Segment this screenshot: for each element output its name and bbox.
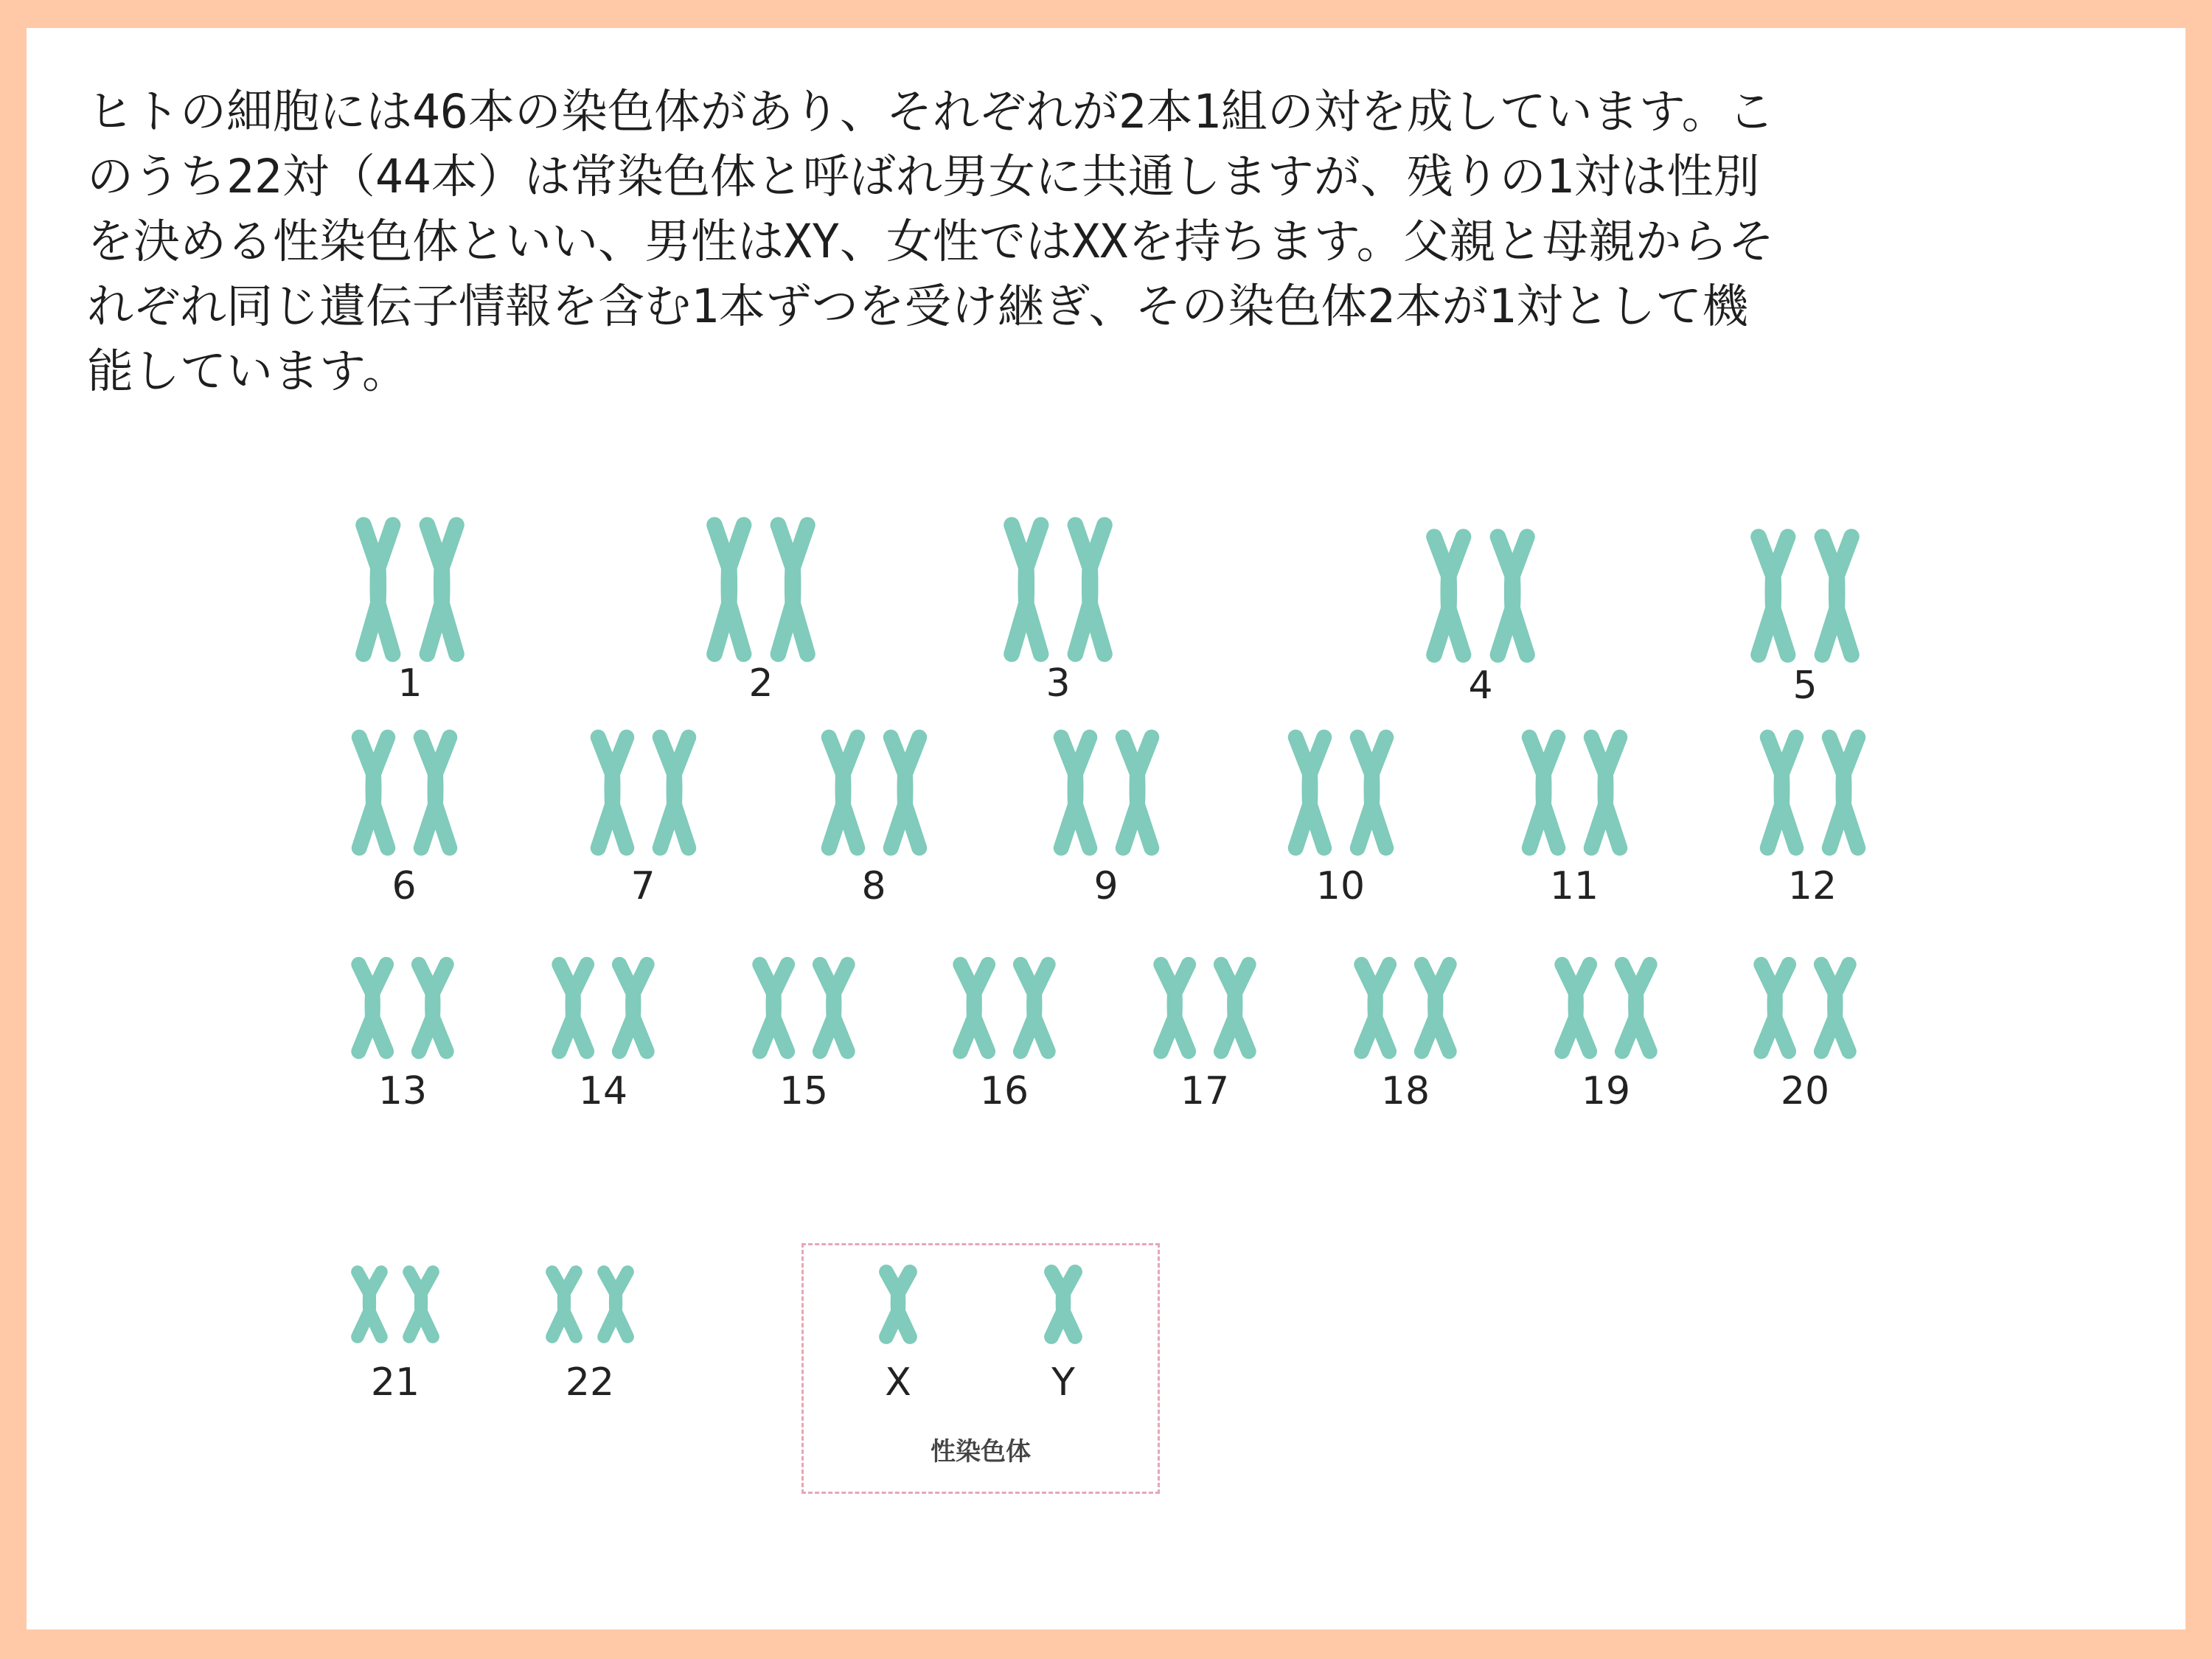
chromatid bbox=[1434, 537, 1464, 655]
chromosome-pair-8 bbox=[810, 737, 939, 916]
chromosome-icon bbox=[1042, 737, 1171, 848]
chromatid bbox=[1822, 537, 1851, 655]
chromosome-pair-1 bbox=[344, 525, 476, 713]
chromosome-pair-2 bbox=[695, 525, 827, 713]
chromatid bbox=[359, 964, 386, 1051]
chromatid bbox=[1061, 737, 1090, 848]
chromosome-icon bbox=[341, 1272, 449, 1337]
chromatid bbox=[560, 964, 587, 1051]
chromatid bbox=[1829, 737, 1858, 848]
chromosome-pair-11 bbox=[1510, 737, 1639, 916]
chromosome-pair-20 bbox=[1742, 964, 1868, 1121]
chromosome-pair-13 bbox=[340, 964, 465, 1121]
chromatid bbox=[1767, 737, 1796, 848]
chromatid bbox=[598, 737, 627, 848]
chromatid bbox=[1422, 964, 1449, 1051]
chromatid bbox=[1012, 525, 1041, 654]
chromatid bbox=[359, 737, 388, 848]
chromatid bbox=[358, 1272, 381, 1337]
chromosome-icon bbox=[1039, 1272, 1088, 1337]
chromosome-icon bbox=[1748, 737, 1877, 848]
chromosome-label: 11 bbox=[1549, 864, 1599, 908]
chromosome-label: 10 bbox=[1315, 864, 1366, 908]
chromatid bbox=[1562, 964, 1590, 1051]
chromosome-pair-10 bbox=[1276, 737, 1405, 916]
chromosome-label: 16 bbox=[979, 1069, 1029, 1113]
chromosome-label: 1 bbox=[397, 661, 422, 706]
chromosome-pair-4 bbox=[1414, 537, 1547, 715]
chromosome-label: 12 bbox=[1787, 864, 1837, 908]
chromosome-pair-12 bbox=[1748, 737, 1877, 916]
chromatid bbox=[1295, 737, 1324, 848]
chromatid bbox=[364, 525, 393, 654]
chromosome-label: 15 bbox=[779, 1069, 829, 1113]
chromatid bbox=[820, 964, 847, 1051]
chromosome-icon bbox=[874, 1272, 922, 1337]
chromosome-label: 9 bbox=[1093, 864, 1119, 908]
chromosome-label: 4 bbox=[1468, 664, 1493, 708]
chromatid bbox=[1020, 964, 1048, 1051]
intro-paragraph: ヒトの細胞には46本の染色体があり、それぞれが2本1組の対を成しています。こ のうち22対（44本）は常染色体と呼ばれ男女に共通しますが、残りの1対は性別 を決める性染色体といい、男性はXY、女性ではXXを持ちます。父親と母親からそ れぞれ同じ遺伝子情報を含む1本ずつを受け継ぎ、その染色体2本が1対として機 能しています。 bbox=[87, 85, 1775, 398]
chromatid bbox=[1591, 737, 1620, 848]
chromosome-icon bbox=[536, 1272, 644, 1337]
chromatid bbox=[886, 1272, 910, 1337]
chromosome-icon bbox=[1543, 964, 1669, 1051]
chromatid bbox=[778, 525, 807, 654]
chromosome-pair-y bbox=[1039, 1272, 1088, 1412]
chromosome-label: 13 bbox=[378, 1069, 428, 1113]
chromatid bbox=[1221, 964, 1248, 1051]
chromatid bbox=[409, 1272, 433, 1337]
chromosome-label: Y bbox=[1051, 1360, 1075, 1405]
chromosome-icon bbox=[1343, 964, 1468, 1051]
chromatid bbox=[1498, 537, 1527, 655]
chromatid bbox=[1357, 737, 1386, 848]
chromosome-label: 19 bbox=[1581, 1069, 1631, 1113]
chromosome-icon bbox=[1739, 537, 1871, 655]
chromatid bbox=[1529, 737, 1558, 848]
chromosome-pair-5 bbox=[1739, 537, 1871, 715]
chromosome-pair-22 bbox=[536, 1272, 644, 1412]
chromosome-pair-3 bbox=[992, 525, 1124, 713]
chromosome-label: 8 bbox=[861, 864, 886, 908]
chromosome-icon bbox=[1276, 737, 1405, 848]
chromosome-icon bbox=[1510, 737, 1639, 848]
chromatid bbox=[1123, 737, 1152, 848]
chromosome-label: 20 bbox=[1780, 1069, 1830, 1113]
chromosome-pair-16 bbox=[942, 964, 1067, 1121]
chromatid bbox=[1161, 964, 1189, 1051]
chromosome-pair-19 bbox=[1543, 964, 1669, 1121]
chromatid bbox=[1761, 964, 1789, 1051]
chromosome-icon bbox=[992, 525, 1124, 654]
chromosome-pair-7 bbox=[579, 737, 708, 916]
chromatid bbox=[1051, 1272, 1075, 1337]
chromosome-label: 18 bbox=[1380, 1069, 1430, 1113]
chromosome-pair-17 bbox=[1142, 964, 1267, 1121]
chromosome-pair-9 bbox=[1042, 737, 1171, 916]
chromosome-label: 17 bbox=[1180, 1069, 1230, 1113]
chromatid bbox=[1821, 964, 1848, 1051]
chromosome-label: 14 bbox=[578, 1069, 628, 1113]
chromatid bbox=[829, 737, 858, 848]
chromosome-label: 3 bbox=[1046, 661, 1071, 706]
chromosome-label: 2 bbox=[748, 661, 773, 706]
chromatid bbox=[552, 1272, 576, 1337]
chromosome-label: 6 bbox=[392, 864, 417, 908]
chromosome-label: 5 bbox=[1792, 664, 1818, 708]
chromosome-icon bbox=[810, 737, 939, 848]
chromatid bbox=[1362, 964, 1389, 1051]
chromatid bbox=[714, 525, 744, 654]
chromosome-icon bbox=[1742, 964, 1868, 1051]
chromatid bbox=[1759, 537, 1788, 655]
chromatid bbox=[604, 1272, 627, 1337]
chromosome-icon bbox=[340, 964, 465, 1051]
chromosome-label: 22 bbox=[565, 1360, 615, 1405]
chromatid bbox=[891, 737, 919, 848]
chromatid bbox=[427, 525, 456, 654]
chromatid bbox=[660, 737, 689, 848]
chromosome-icon bbox=[340, 737, 469, 848]
chromosome-icon bbox=[579, 737, 708, 848]
chromatid bbox=[961, 964, 988, 1051]
chromatid bbox=[760, 964, 787, 1051]
chromosome-label: 7 bbox=[630, 864, 655, 908]
chromosome-pair-6 bbox=[340, 737, 469, 916]
chromosome-pair-18 bbox=[1343, 964, 1468, 1121]
sex-chromosome-caption: 性染色体 bbox=[931, 1437, 1031, 1467]
chromosome-icon bbox=[741, 964, 866, 1051]
chromosome-pair-14 bbox=[540, 964, 666, 1121]
chromosome-pair-15 bbox=[741, 964, 866, 1121]
chromatid bbox=[419, 964, 446, 1051]
chromosome-label: 21 bbox=[370, 1360, 420, 1405]
chromatid bbox=[421, 737, 450, 848]
chromatid bbox=[1075, 525, 1105, 654]
chromosome-label: X bbox=[885, 1360, 911, 1405]
chromosome-icon bbox=[1142, 964, 1267, 1051]
chromatid bbox=[619, 964, 647, 1051]
chromatid bbox=[1622, 964, 1649, 1051]
chromosome-icon bbox=[942, 964, 1067, 1051]
chromosome-pair-x bbox=[874, 1272, 922, 1412]
chromosome-pair-21 bbox=[341, 1272, 449, 1412]
sex-chromosome-box bbox=[801, 1243, 1160, 1494]
chromosome-icon bbox=[695, 525, 827, 654]
chromosome-icon bbox=[344, 525, 476, 654]
chromosome-icon bbox=[540, 964, 666, 1051]
chromosome-icon bbox=[1414, 537, 1547, 655]
